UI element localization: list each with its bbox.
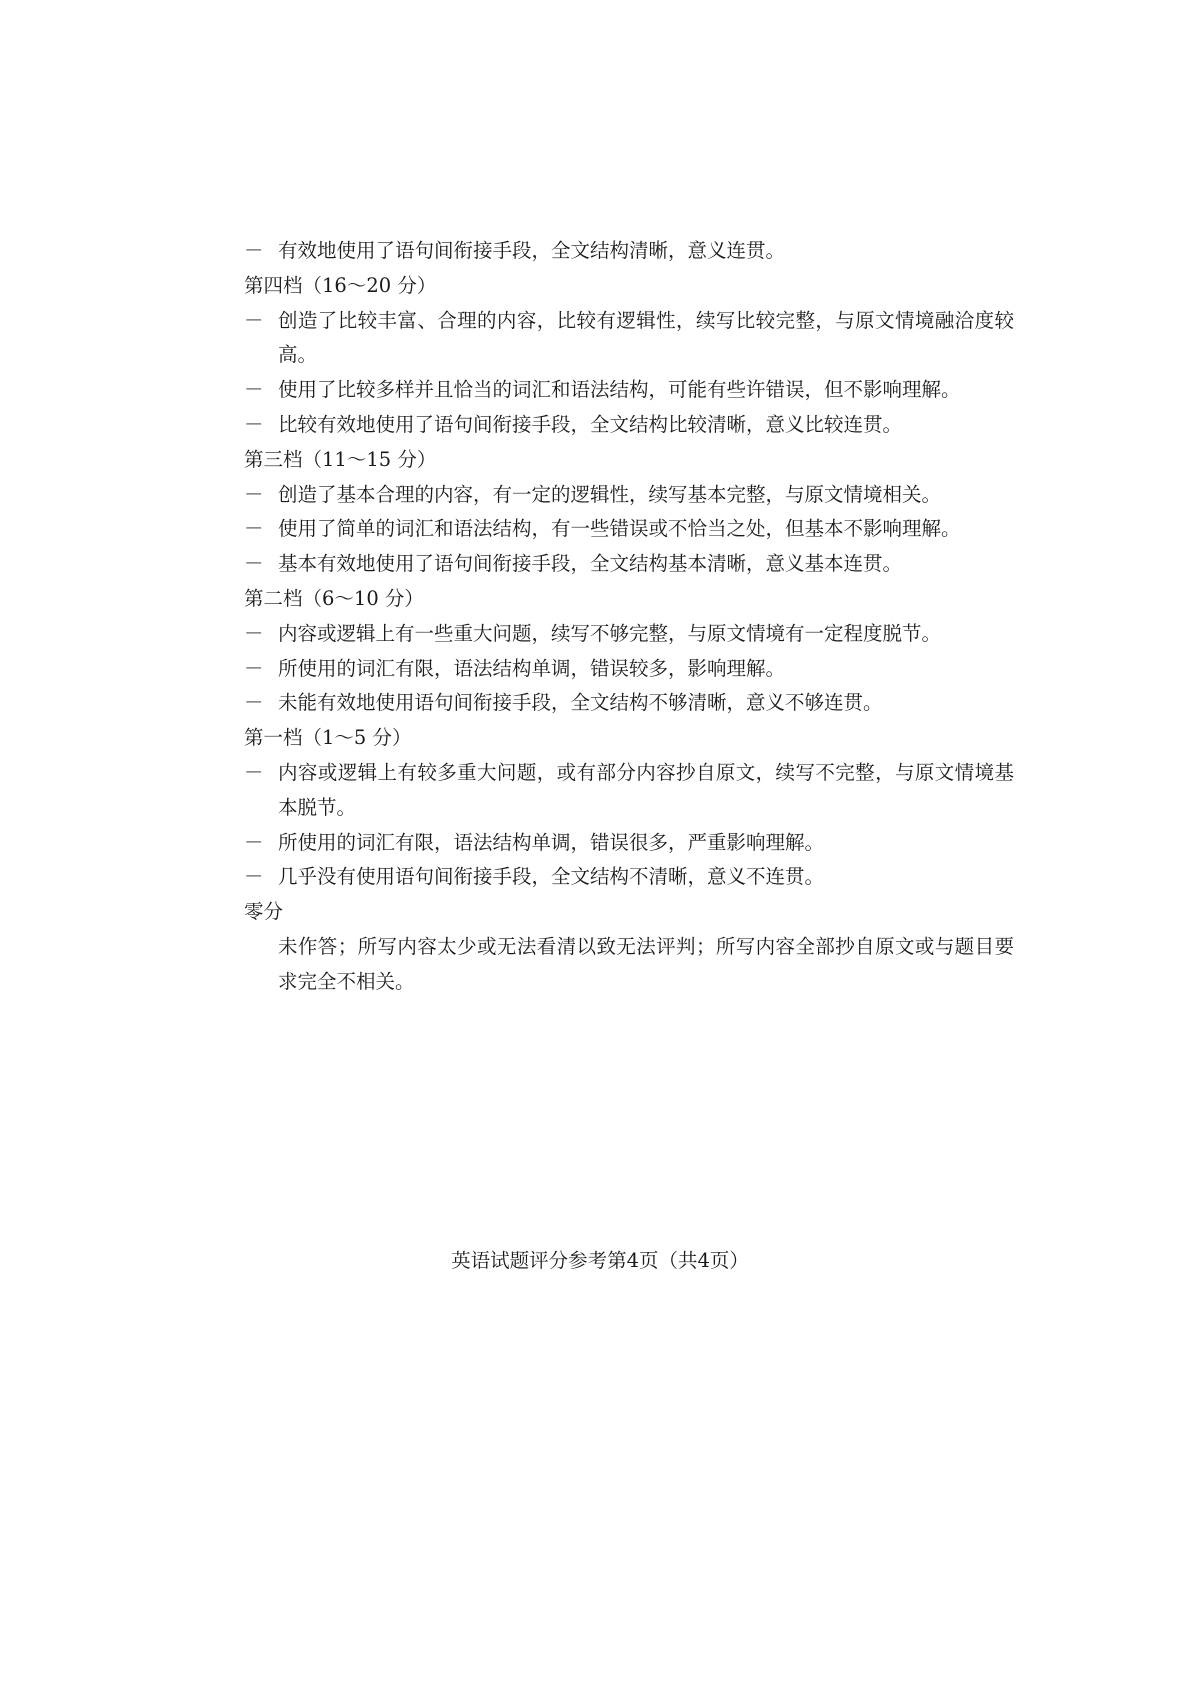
criteria-item [244,304,1014,374]
tier-4-heading: 第四档（16～20 分） [244,273,437,297]
bullet-dash: － [244,621,264,645]
page-footer: 英语试题评分参考第4页（共4页） [451,1249,749,1272]
criteria-text: 创造了基本合理的内容，有一定的逻辑性，续写基本完整，与原文情境相关。 [278,482,942,506]
bullet-dash: － [244,830,264,854]
bullet-dash: － [244,517,264,541]
tier-3-heading: 第三档（11～15 分） [244,447,437,471]
bullet-dash: － [244,239,264,262]
zero-score-heading: 零分 [244,900,284,924]
criteria-item [244,826,1014,861]
criteria-text: 创造了比较丰富、合理的内容，比较有逻辑性，续写比较完整，与原文情境融洽度较高。 [278,308,1014,367]
bullet-dash: － [244,865,264,889]
criteria-item [244,652,1014,687]
criteria-text: 比较有效地使用了语句间衔接手段，全文结构比较清晰，意义比较连贯。 [278,412,903,436]
criteria-item [244,686,1014,721]
criteria-item [244,408,1014,443]
criteria-item [244,547,1014,582]
tier-1-heading: 第一档（1～5 分） [244,726,412,750]
bullet-dash: － [244,691,264,715]
bullet-dash: － [244,412,264,436]
bullet-dash: － [244,308,264,332]
bullet-dash: － [244,656,264,680]
criteria-text: 几乎没有使用语句间衔接手段，全文结构不清晰，意义不连贯。 [278,865,825,889]
zero-score-text: 未作答；所写内容太少或无法看清以致无法评判；所写内容全部抄自原文或与题目要求完全不相关。 [278,934,1014,993]
criteria-text: 基本有效地使用了语句间衔接手段，全文结构基本清晰，意义基本连贯。 [278,552,903,576]
bullet-dash: － [244,552,264,576]
bullet-dash: － [244,760,264,784]
criteria-text: 未能有效地使用语句间衔接手段，全文结构不够清晰，意义不够连贯。 [278,691,883,715]
criteria-item [244,373,1014,408]
criteria-item [244,478,1014,513]
criteria-item [244,860,1014,895]
criteria-text: 有效地使用了语句间衔接手段，全文结构清晰，意义连贯。 [278,239,786,262]
criteria-text: 内容或逻辑上有一些重大问题，续写不够完整，与原文情境有一定程度脱节。 [278,621,942,645]
criteria-item [244,756,1014,826]
criteria-item [244,512,1014,547]
bullet-dash: － [244,482,264,506]
criteria-text: 使用了简单的词汇和语法结构，有一些错误或不恰当之处，但基本不影响理解。 [278,517,961,541]
criteria-item [244,617,1014,652]
criteria-text: 所使用的词汇有限，语法结构单调，错误较多，影响理解。 [278,656,786,680]
document-body [244,234,1014,1000]
tier-2-heading: 第二档（6～10 分） [244,586,424,610]
criteria-text: 使用了比较多样并且恰当的词汇和语法结构，可能有些许错误，但不影响理解。 [278,378,961,402]
bullet-dash: － [244,378,264,402]
criteria-text: 所使用的词汇有限，语法结构单调，错误很多，严重影响理解。 [278,830,825,854]
criteria-item [244,234,1014,269]
criteria-text: 内容或逻辑上有较多重大问题，或有部分内容抄自原文，续写不完整，与原文情境基本脱节。 [278,760,1014,819]
